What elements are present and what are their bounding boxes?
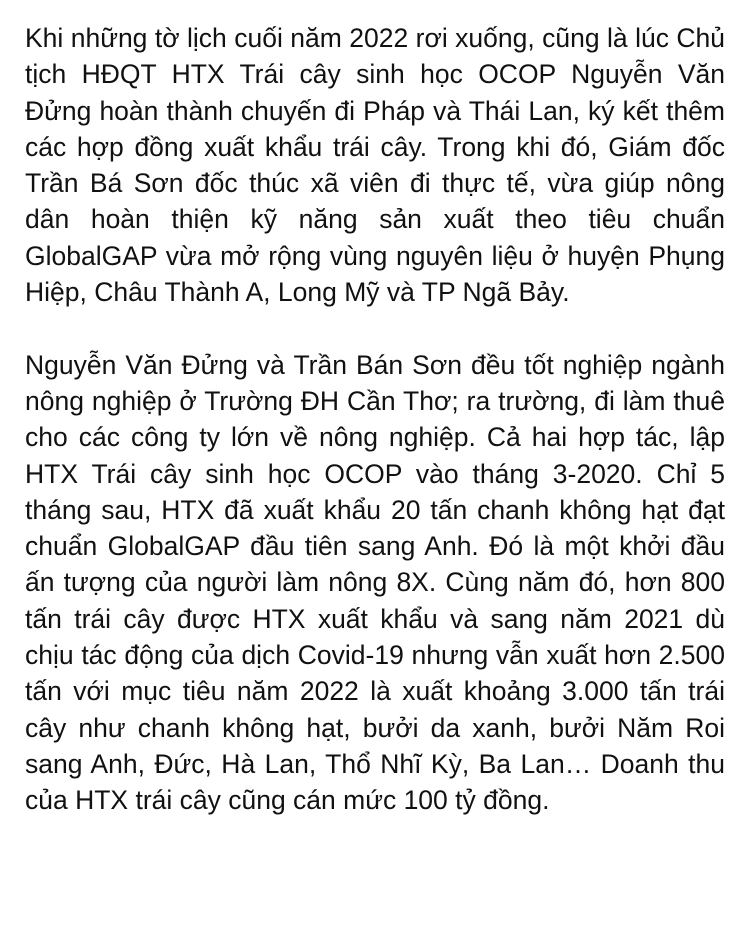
paragraph-2: Nguyễn Văn Đửng và Trần Bán Sơn đều tốt nghiệp ngành nông nghiệp ở Trường ĐH Cần Thơ; ra trường, đi làm thuê cho các công ty lớn về nông nghiệp. Cả hai hợp tác, lập HTX Trái cây sinh học OCOP vào tháng 3-2020. Chỉ 5 tháng sau, HTX đã xuất khẩu 20 tấn chanh không hạt đạt chuẩn GlobalGAP đầu tiên sang Anh. Đó là một khởi đầu ấn tượng của người làm nông 8X. Cùng năm đó, hơn 800 tấn trái cây được HTX xuất khẩu và sang năm 2021 dù chịu tác động của dịch Covid-19 nhưng vẫn xuất hơn 2.500 tấn với mục tiêu năm 2022 là xuất khoảng 3.000 tấn trái cây như chanh không hạt, bưởi da xanh, bưởi Năm Roi sang Anh, Đức, Hà Lan, Thổ Nhĩ Kỳ, Ba Lan… Doanh thu của HTX trái cây cũng cán mức 100 tỷ đồng. (25, 349, 725, 816)
article-body (25, 20, 725, 819)
paragraph-1: Khi những tờ lịch cuối năm 2022 rơi xuống, cũng là lúc Chủ tịch HĐQT HTX Trái cây sinh học OCOP Nguyễn Văn Đửng hoàn thành chuyến đi Pháp và Thái Lan, ký kết thêm các hợp đồng xuất khẩu trái cây. Trong khi đó, Giám đốc Trần Bá Sơn đốc thúc xã viên đi thực tế, vừa giúp nông dân hoàn thiện kỹ năng sản xuất theo tiêu chuẩn GlobalGAP vừa mở rộng vùng nguyên liệu ở huyện Phụng Hiệp, Châu Thành A, Long Mỹ và TP Ngã Bảy. (25, 23, 725, 308)
